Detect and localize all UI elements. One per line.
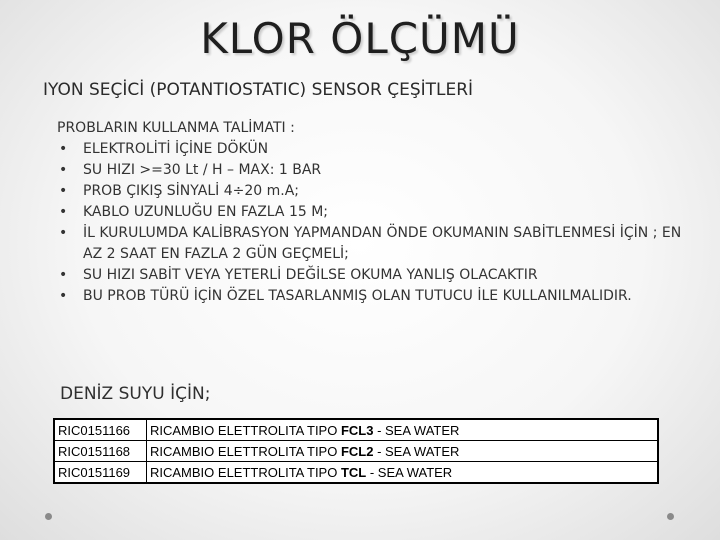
list-item	[57, 265, 687, 286]
electrolyte-type: FCL3	[340, 422, 374, 438]
product-table	[53, 418, 659, 484]
product-description	[147, 419, 659, 441]
bullet-icon: •	[59, 183, 68, 199]
description-text: RICAMBIO ELETTROLITA TIPO	[150, 443, 341, 459]
slide-subtitle: IYON SEÇİCİ (POTANTIOSTATIC) SENSOR ÇEŞİTLERİ	[43, 80, 474, 100]
instructions-heading: PROBLARIN KULLANMA TALİMATI :	[57, 120, 295, 136]
table-row	[54, 419, 658, 441]
sea-water-label: DENİZ SUYU İÇİN;	[60, 384, 211, 404]
product-code: RIC0151168	[54, 441, 147, 462]
table-row	[54, 441, 658, 462]
list-item	[57, 181, 687, 202]
decorative-dot-right	[667, 513, 674, 520]
list-item-text: KABLO UZUNLUĞU EN FAZLA 15 M;	[83, 204, 329, 220]
description-suffix: - SEA WATER	[373, 443, 460, 459]
list-item	[57, 139, 687, 160]
description-suffix: - SEA WATER	[366, 464, 453, 480]
list-item-text: İL KURULUMDA KALİBRASYON YAPMANDAN ÖNDE OKUMANIN SABİTLENMESİ İÇİN ; EN AZ 2 SAAT EN FAZLA 2 GÜN GEÇMELİ;	[83, 225, 682, 262]
slide-title: KLOR ÖLÇÜMÜ	[200, 14, 520, 63]
product-code: RIC0151169	[54, 462, 147, 484]
description-text: RICAMBIO ELETTROLITA TIPO	[150, 464, 341, 480]
decorative-dot-left	[45, 513, 52, 520]
bullet-icon: •	[59, 288, 68, 304]
bullet-icon: •	[59, 225, 68, 241]
description-text: RICAMBIO ELETTROLITA TIPO	[150, 422, 341, 438]
instructions-block	[57, 118, 687, 307]
electrolyte-type: FCL2	[340, 443, 374, 459]
list-item-text: SU HIZI >=30 Lt / H – MAX: 1 BAR	[83, 162, 322, 178]
product-description	[147, 441, 659, 462]
bullet-icon: •	[59, 141, 68, 157]
list-item-text: BU PROB TÜRÜ İÇİN ÖZEL TASARLANMIŞ OLAN TUTUCU İLE KULLANILMALIDIR.	[83, 288, 632, 304]
bullet-icon: •	[59, 204, 68, 220]
product-code: RIC0151166	[54, 419, 147, 441]
instructions-list	[57, 139, 687, 307]
description-suffix: - SEA WATER	[373, 422, 460, 438]
table-row	[54, 462, 658, 484]
list-item	[57, 160, 687, 181]
list-item-text: ELEKTROLİTİ İÇİNE DÖKÜN	[83, 141, 269, 157]
list-item	[57, 286, 687, 307]
product-description	[147, 462, 659, 484]
list-item	[57, 223, 687, 265]
bullet-icon: •	[59, 267, 68, 283]
bullet-icon: •	[59, 162, 68, 178]
list-item	[57, 202, 687, 223]
electrolyte-type: TCL	[340, 464, 367, 480]
list-item-text: SU HIZI SABİT VEYA YETERLİ DEĞİLSE OKUMA YANLIŞ OLACAKTIR	[83, 267, 538, 283]
list-item-text: PROB ÇIKIŞ SİNYALİ 4÷20 m.A;	[83, 183, 299, 199]
